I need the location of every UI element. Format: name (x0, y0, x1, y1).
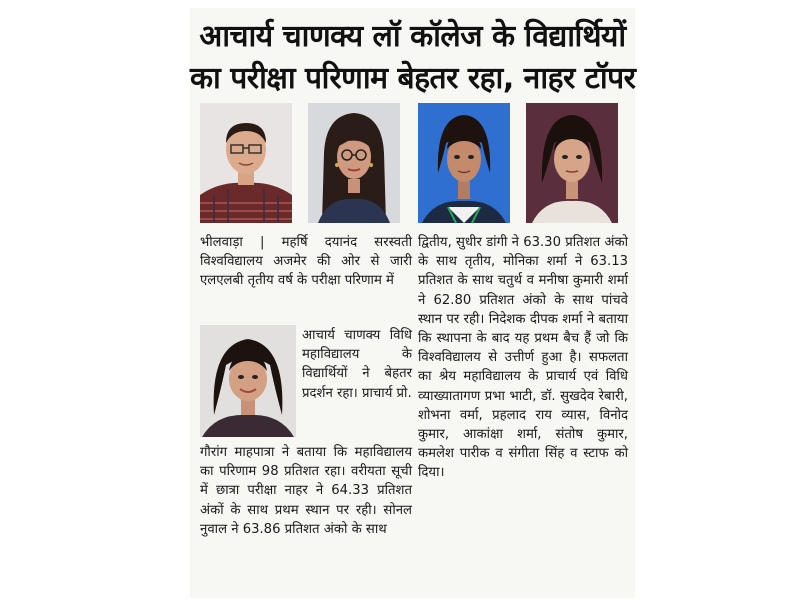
article-left-paragraph-2: गौरांग माहपात्रा ने बताया कि महाविद्यालय का परिणाम 98 प्रतिशत रहा। वरीयता सूची में छात्रा परीक्षा नाहर ने 64.33 प्रतिशत अंकों के साथ प्रथम स्थान पर रही। सोनल नुवाल ने 63.86 प्रतिशत अंको के साथ (200, 445, 412, 537)
headline-line-1: आचार्य चाणक्य लॉ कॉलेज के विद्यार्थियों (199, 19, 626, 54)
article-left-inset-text: आचार्य चाणक्य विधि महाविद्यालय के विद्यार्थियों ने बेहतर प्रदर्शन रहा। प्राचार्य प्रो. (302, 328, 412, 401)
student-photo-4 (526, 103, 618, 223)
article-right-column (418, 233, 628, 483)
inset-student-photo (200, 325, 296, 437)
article-left-column (200, 233, 412, 537)
student-photo-2 (308, 103, 400, 223)
newspaper-clipping (190, 8, 635, 598)
article-left-paragraph-1: भीलवाड़ा | महर्षि दयानंद सरस्वती विश्वविद्यालय अजमेर की ओर से जारी एलएलबी तृतीय वर्ष के परीक्षा परिणाम में (200, 235, 412, 289)
student-photo-3 (418, 103, 510, 223)
headline-line-2: का परीक्षा परिणाम बेहतर रहा, नाहर टॉपर (190, 61, 636, 96)
student-photo-1 (200, 103, 292, 223)
article-right-paragraph: द्वितीय, सुधीर डांगी ने 63.30 प्रतिशत अंको के साथ तृतीय, मोनिका शर्मा ने 63.13 प्रतिशत के साथ चतुर्थ व मनीषा कुमारी शर्मा ने 62.80 प्रतिशत अंको के साथ पांचवे स्थान पर रही। निदेशक दीपक शर्मा ने बताया कि स्थापना के बाद यह प्रथम बैच हैं जो कि विश्वविद्यालय से उत्तीर्ण हुआ है। सफलता का श्रेय महाविद्यालय के प्राचार्य एवं विधि व्याख्यातागण प्रभा भाटी, डॉ. सुखदेव रेबारी, शोभना वर्मा, प्रहलाद राय व्यास, विनोद कुमार, आकांक्षा शर्मा, संतोष कुमार, कमलेश पारीक व संगीता सिंह व स्टाफ को दिया। (418, 235, 628, 481)
